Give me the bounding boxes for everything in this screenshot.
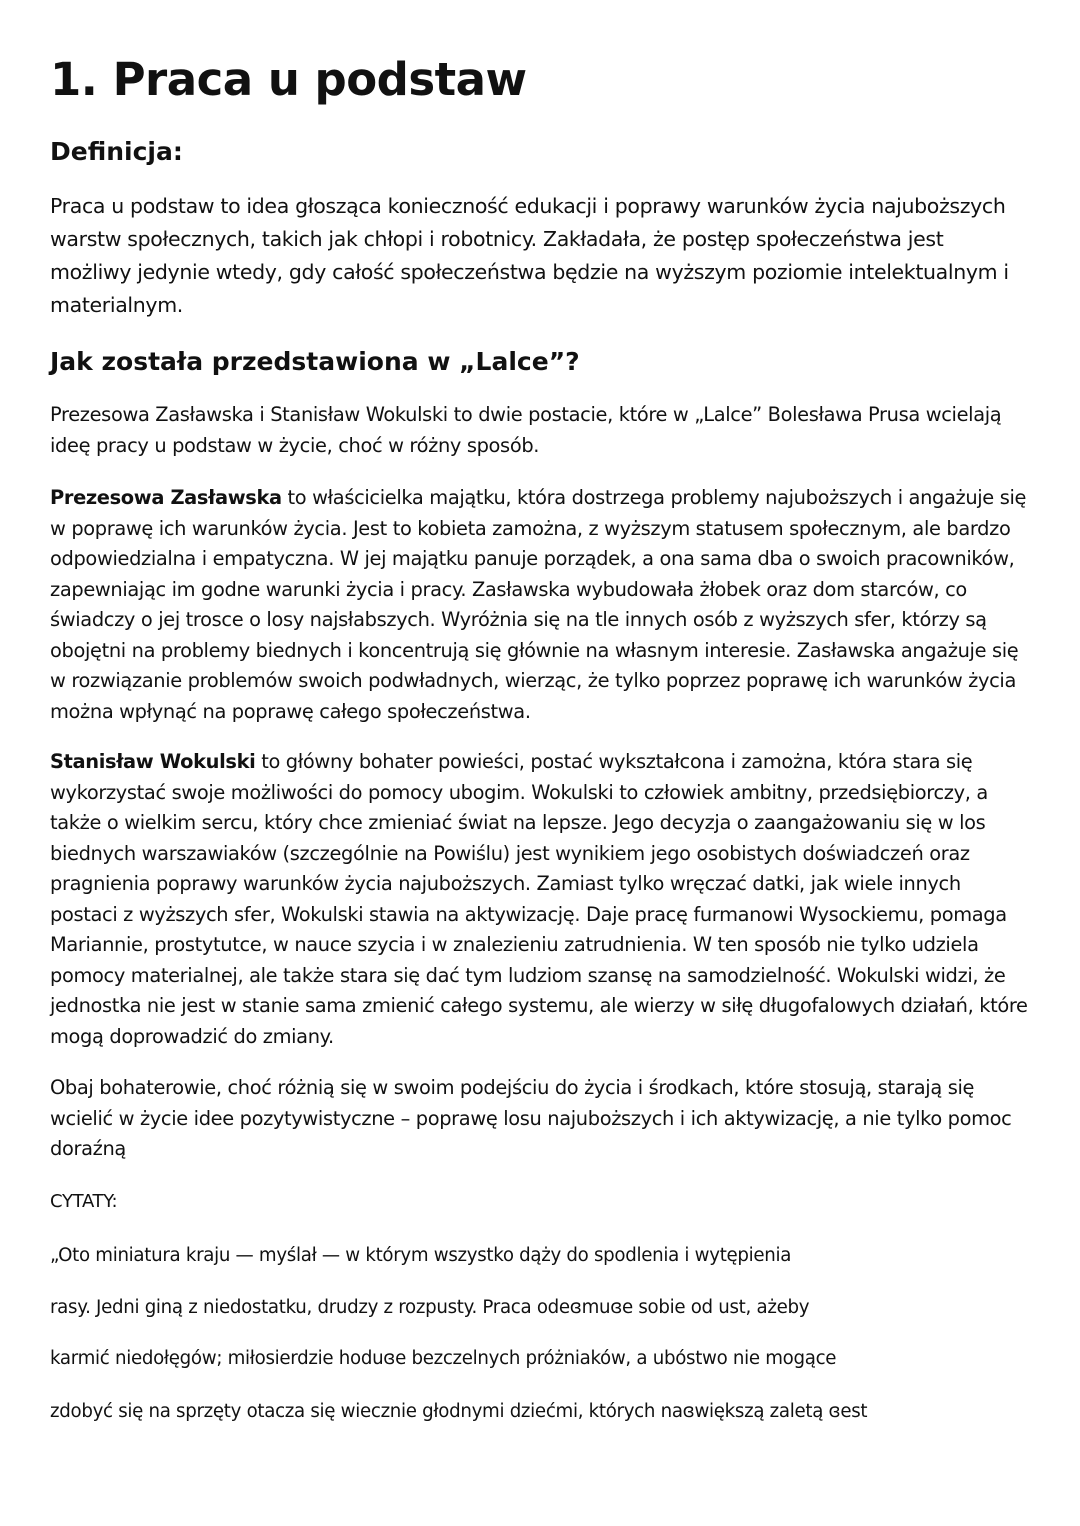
- section-heading: Jak została przedstawiona w „Lalce”?: [50, 347, 580, 376]
- text-line: [50, 483, 1026, 514]
- text-line: Obaj bohaterowie, choć różnią się w swoim podejściu do życia i środkach, które stosują, starają się: [50, 1076, 975, 1099]
- text-fragment: to właścicielka majątku, która dostrzega problemy najuboższych i angażuje się: [281, 486, 1027, 509]
- definition-paragraph: [50, 190, 1009, 322]
- character-name-wokulski: Stanisław Wokulski: [50, 750, 256, 773]
- conclusion-paragraph: [50, 1073, 1012, 1165]
- definition-heading: Definicja:: [50, 137, 183, 166]
- text-line: jednostka nie jest w stanie sama zmienić całego systemu, ale wierzy w siłę długofalowych działań, które: [50, 994, 1028, 1017]
- text-fragment: to główny bohater powieści, postać wykształcona i zamożna, która stara się: [255, 750, 973, 773]
- text-line: materialnym.: [50, 293, 183, 317]
- text-line: Praca u podstaw to idea głosząca konieczność edukacji i poprawy warunków życia najuboższych: [50, 194, 1006, 218]
- text-line: w poprawę ich warunków życia. Jest to kobieta zamożna, z wyższym statusem społecznym, ale bardzo: [50, 516, 1011, 540]
- text-line: wcielić w życie idee pozytywistyczne – poprawę losu najuboższych i ich aktywizację, a nie tylko pomoc: [50, 1106, 1012, 1130]
- character-name-zaslawska: Prezesowa Zasławska: [50, 486, 282, 509]
- text-line: obojętni na problemy biednych i koncentrują się głównie na własnym interesie. Zasławska angażuje się: [50, 638, 1019, 662]
- intro-paragraph: [50, 400, 1001, 461]
- text-line: warstw społecznych, takich jak chłopi i robotnicy. Zakładała, że postęp społeczeństwa jest: [50, 227, 944, 251]
- quote-line: „Oto miniatura kraju — myślał — w którym wszystko dąży do spodlenia i wytępienia: [50, 1245, 792, 1266]
- text-line: mogą doprowadzić do zmiany.: [50, 1024, 334, 1048]
- zaslawska-paragraph: [50, 483, 1026, 727]
- text-line: świadczy o jej trosce o losy najsłabszych. Wyróżnia się na tle innych osób z wyższych sfer, którzy są: [50, 608, 987, 631]
- quote-line: karmić niedołęgów; miłosierdzie hoduɞe bezczelnych próżniaków, a ubóstwo nie mogące: [50, 1348, 837, 1369]
- quote-line: rasy. Jedni giną z niedostatku, drudzy z rozpusty. Praca odeɞmuɞe sobie od ust, ażeby: [50, 1297, 810, 1318]
- text-line: doraźną: [50, 1137, 126, 1160]
- wokulski-paragraph: [50, 747, 1028, 1052]
- text-line: biednych warszawiaków (szczególnie na Powiślu) jest wynikiem jego osobistych doświadczeń oraz: [50, 841, 970, 865]
- text-line: pomocy materialnej, ale także stara się dać tym ludziom szansę na samodzielność. Wokulski widzi, że: [50, 963, 1006, 987]
- page-title: 1. Praca u podstaw: [50, 53, 527, 106]
- text-line: odpowiedzialna i empatyczna. W jej majątku panuje porządek, a ona sama dba o swoich pracowników,: [50, 547, 1015, 570]
- text-line: [50, 747, 1028, 778]
- text-line: zapewniając im godne warunki życia i pracy. Zasławska wybudowała żłobek oraz dom starców, co: [50, 577, 967, 601]
- quote-line: zdobyć się na sprzęty otacza się wiecznie głodnymi dziećmi, których naɞwiększą zaletą ɞest: [50, 1401, 868, 1422]
- text-line: w rozwiązanie problemów swoich podwładnych, wierząc, że tylko poprzez poprawę ich warunków życia: [50, 669, 1016, 692]
- text-line: pragnienia poprawy warunków życia najuboższych. Zamiast tylko wręczać datki, jak wiele innych: [50, 872, 961, 895]
- text-line: Mariannie, prostytutce, w nauce szycia i w znalezieniu zatrudnienia. W ten sposób nie tylko udziela: [50, 933, 979, 956]
- text-line: także o wielkim sercu, który chce zmieniać świat na lepsze. Jego decyzja o zaangażowaniu się w los: [50, 811, 986, 834]
- text-line: wykorzystać swoje możliwości do pomocy ubogim. Wokulski to człowiek ambitny, przedsiębiorczy, a: [50, 780, 988, 804]
- text-line: można wpłynąć na poprawę całego społeczeństwa.: [50, 699, 531, 723]
- text-line: Prezesowa Zasławska i Stanisław Wokulski to dwie postacie, które w „Lalce” Bolesława Prusa wcielają: [50, 403, 1002, 426]
- text-line: możliwy jedynie wtedy, gdy całość społeczeństwa będzie na wyższym poziomie intelektualnym i: [50, 260, 1009, 284]
- quotes-label: CYTATY:: [50, 1191, 118, 1212]
- text-line: postaci z wyższych sfer, Wokulski stawia na aktywizację. Daje pracę furmanowi Wysockiemu, pomaga: [50, 902, 1007, 926]
- text-line: ideę pracy u podstaw w życie, choć w różny sposób.: [50, 433, 540, 457]
